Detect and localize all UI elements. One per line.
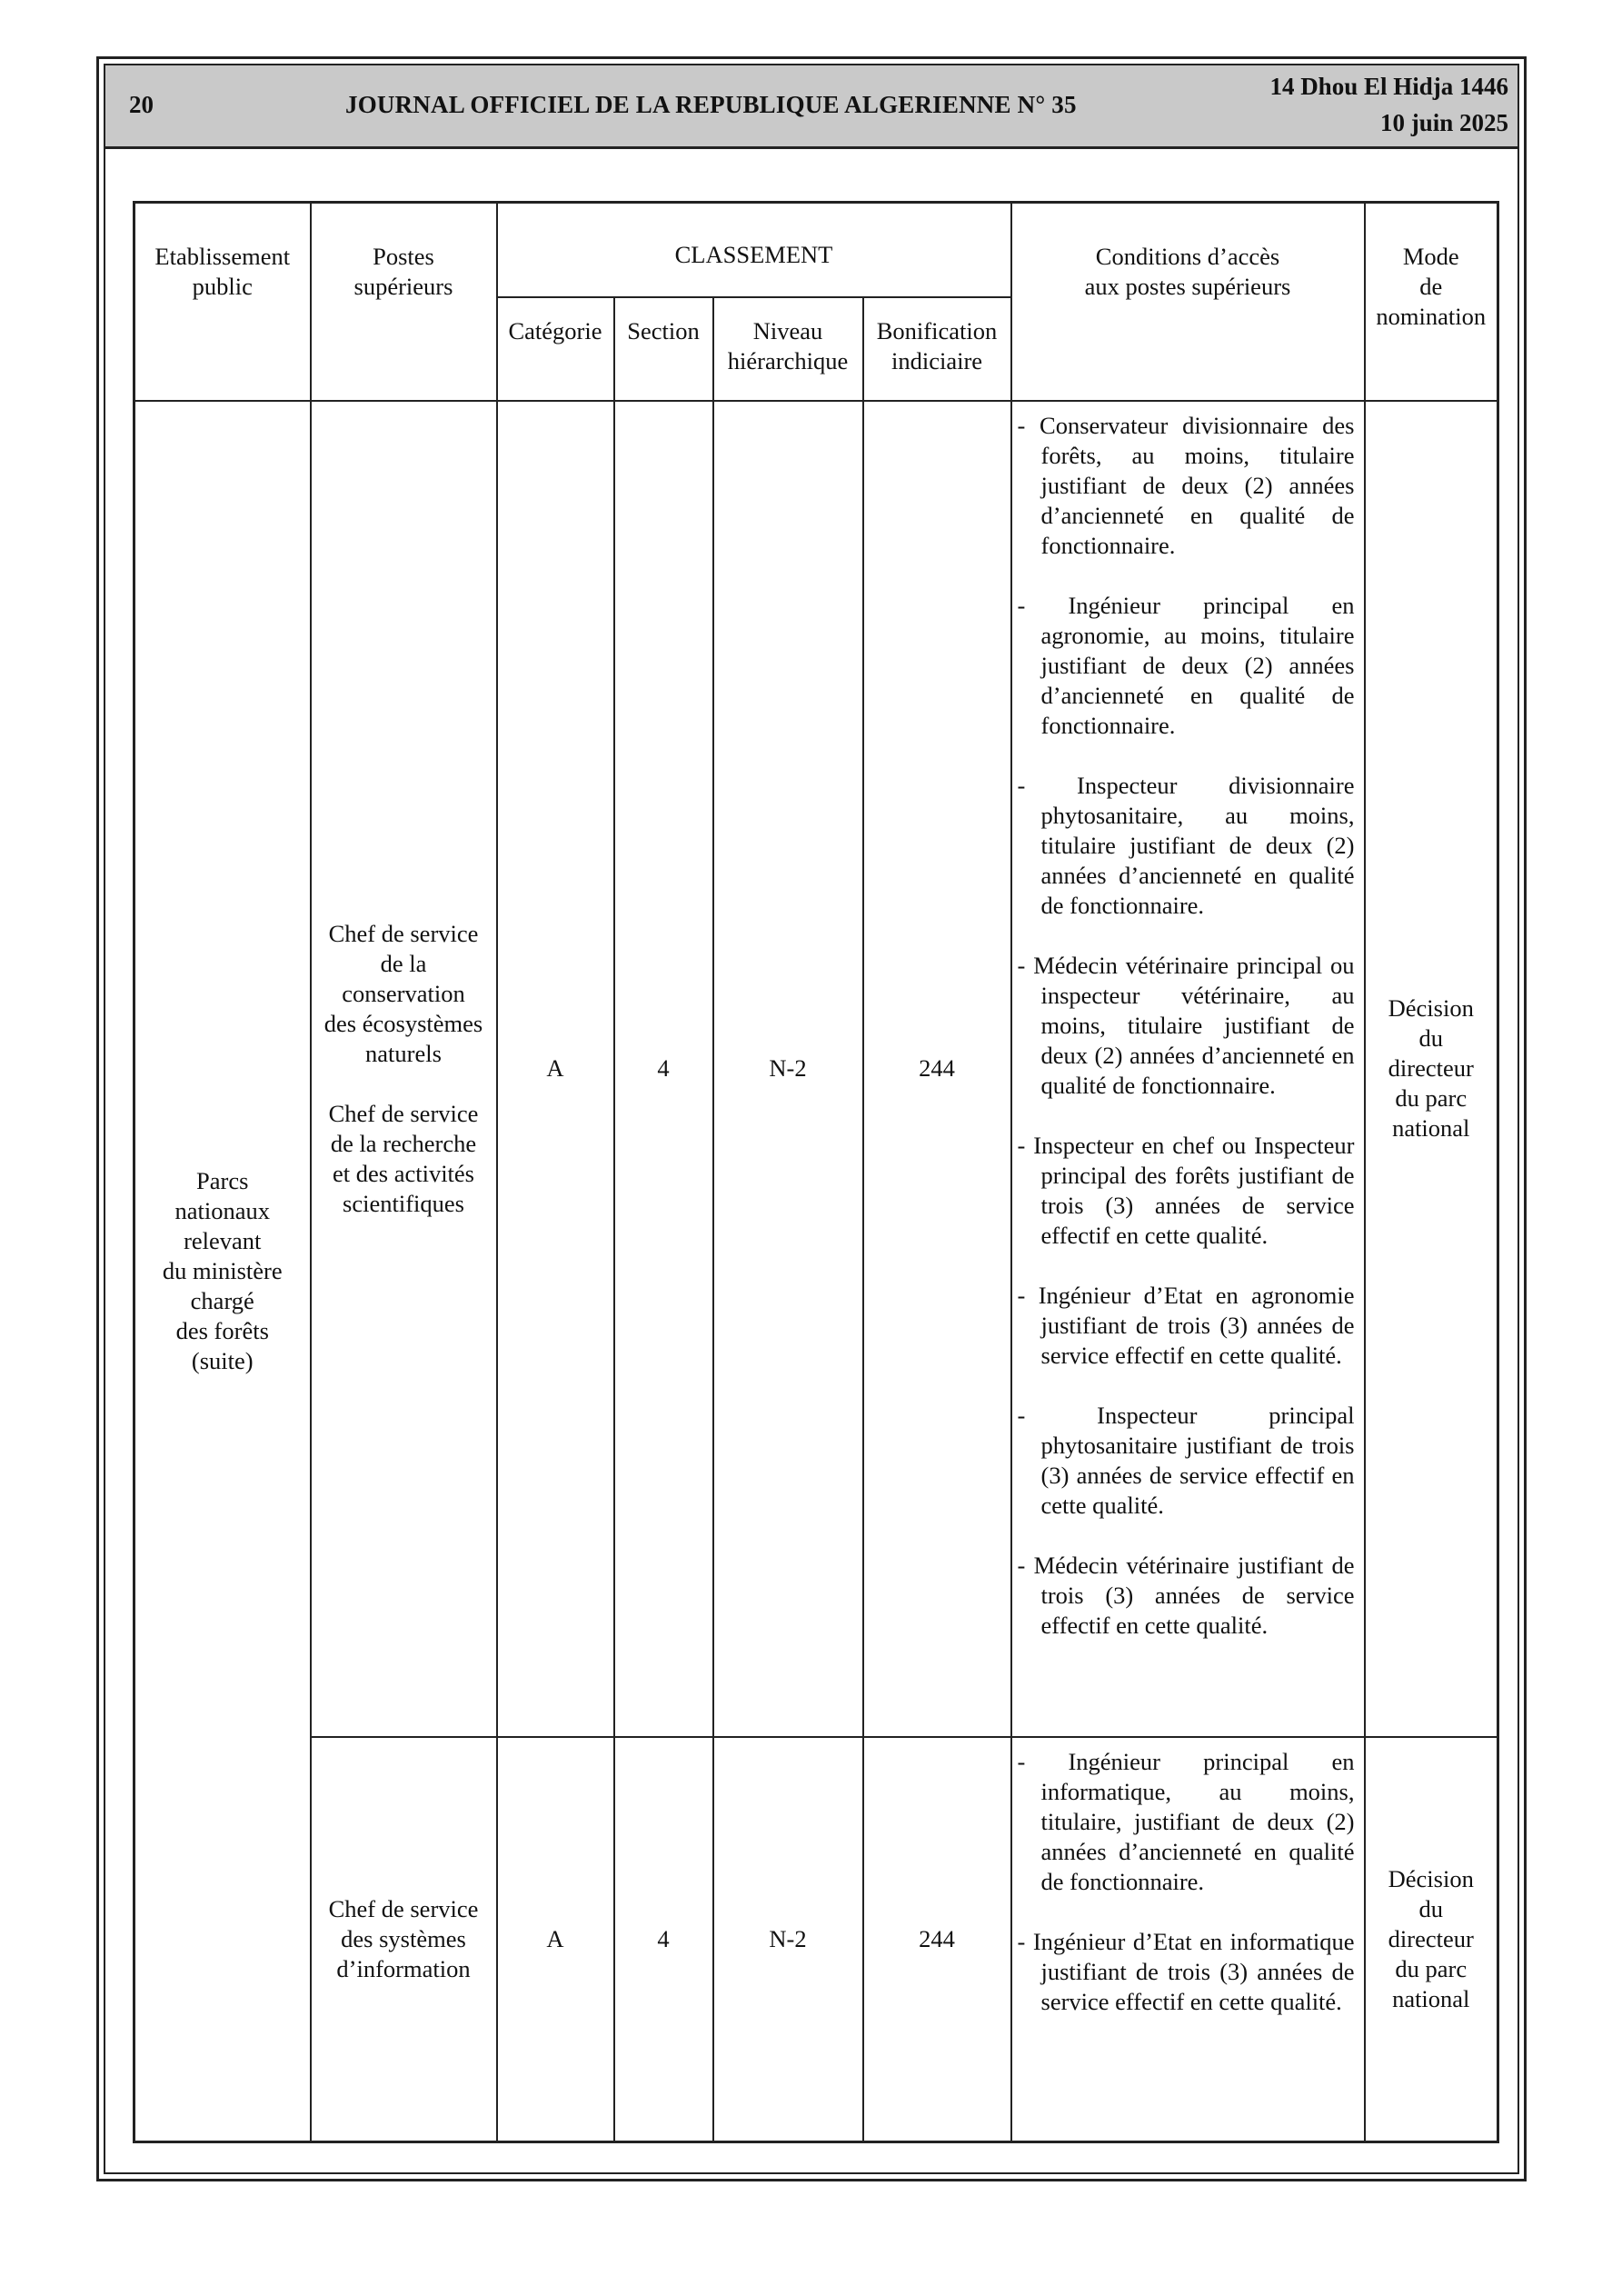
header-row-1 [134,203,1498,297]
condition-item: - Inspecteur en chef ou Inspecteur principal des forêts justifiant de trois (3) années de service effectif en cette qualité. [1017,1131,1355,1249]
categorie-cell: A [497,1737,614,2142]
table-row [134,401,1498,1737]
date-gregorian: 10 juin 2025 [1379,109,1508,136]
mode-cell: Décision du directeur du parc national [1365,1737,1498,2142]
table-row [134,1737,1498,2142]
header-classement: CLASSEMENT [497,203,1011,297]
condition-item: - Ingénieur principal en agronomie, au moins, titulaire justifiant de deux (2) années d’ancienneté en qualité de fonctionnaire. [1017,591,1355,739]
bonification-cell: 244 [863,1737,1011,2142]
condition-item: - Ingénieur principal en informatique, au moins, titulaire, justifiant de deux (2) années d’ancienneté en qualité de fonctionnaire. [1017,1747,1355,1895]
bonification-cell: 244 [863,401,1011,1737]
header-etablissement: Etablissement public [134,203,311,401]
condition-item: - Médecin vétérinaire principal ou inspecteur vétérinaire, au moins, titulaire justifiant de deux (2) années d’ancienneté en qualité de fonctionnaire. [1017,951,1355,1099]
page-header [105,65,1518,149]
categorie-cell: A [497,401,614,1737]
date-hijri: 14 Dhou El Hidja 1446 [1269,73,1508,100]
condition-item: - Ingénieur d’Etat en informatique justifiant de trois (3) années de service effectif en cette qualité. [1017,1927,1355,2015]
condition-item: - Inspecteur principal phytosanitaire justifiant de trois (3) années de service effectif en cette qualité. [1017,1401,1355,1519]
classification-table [133,201,1499,2143]
postes-cell: Chef de service des systèmes d’information [311,1737,497,2142]
condition-item: - Inspecteur divisionnaire phytosanitaire, au moins, titulaire justifiant de deux (2) années d’ancienneté en qualité de fonctionnaire. [1017,771,1355,919]
header-niveau: Niveau hiérarchique [713,297,863,401]
section-cell: 4 [614,1737,713,2142]
header-mode: Mode de nomination [1365,203,1498,401]
condition-item: - Médecin vétérinaire justifiant de trois (3) années de service effectif en cette qualité. [1017,1551,1355,1639]
conditions-cell [1011,401,1365,1737]
page-number: 20 [129,91,154,118]
niveau-cell: N-2 [713,1737,863,2142]
mode-cell: Décision du directeur du parc national [1365,401,1498,1737]
niveau-cell: N-2 [713,401,863,1737]
journal-title: JOURNAL OFFICIEL DE LA REPUBLIQUE ALGERIENNE N° 35 [345,91,1077,118]
conditions-cell [1011,1737,1365,2142]
condition-item: - Ingénieur d’Etat en agronomie justifiant de trois (3) années de service effectif en cette qualité. [1017,1281,1355,1369]
header-conditions: Conditions d’accès aux postes supérieurs [1011,203,1365,401]
header-categorie: Catégorie [497,297,614,401]
section-cell: 4 [614,401,713,1737]
etablissement-cell: Parcs nationaux relevant du ministère chargé des forêts (suite) [134,401,311,2142]
condition-item: - Conservateur divisionnaire des forêts, au moins, titulaire justifiant de deux (2) années d’ancienneté en qualité de fonctionnaire. [1017,411,1355,559]
header-section: Section [614,297,713,401]
header-postes: Postes supérieurs [311,203,497,401]
postes-cell: Chef de service de la conservation des écosystèmes naturels Chef de service de la recherche et des activités scientifiques [311,401,497,1737]
header-bonification: Bonification indiciaire [863,297,1011,401]
